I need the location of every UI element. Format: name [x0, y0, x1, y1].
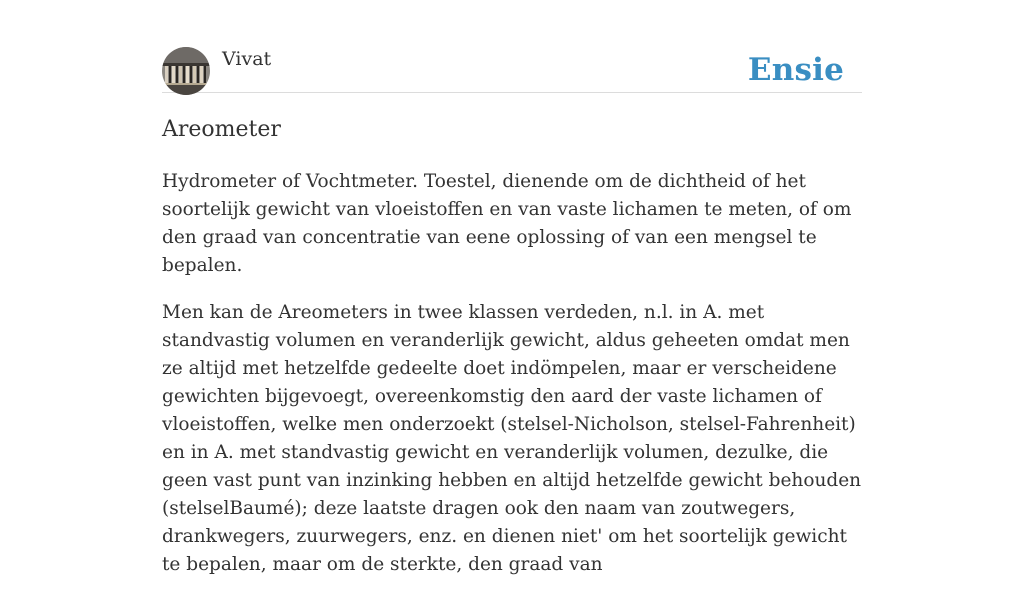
article-paragraph: Hydrometer of Vochtmeter. Toestel, dienende om de dichtheid of het soortelijk gewicht van vloeistoffen en van vaste lichamen te meten, of om den graad van concentratie van eene oplossing of van een mengsel te bepalen. — [162, 171, 852, 276]
author-name[interactable]: Vivat — [222, 48, 272, 70]
article-header — [162, 46, 862, 93]
article-title: Areometer — [162, 117, 281, 142]
ensie-logo[interactable]: Ensie — [747, 52, 844, 88]
article-body — [162, 168, 862, 598]
author-avatar[interactable] — [162, 47, 210, 95]
article-paragraph: Men kan de Areometers in twee klassen verdeden, n.l. in A. met standvastig volumen en veranderlijk gewicht, aldus geheeten omdat men ze altijd met hetzelfde gedeelte doet indömpelen, maar er verscheidene gewichten bijgevoegt, overeenkomstig den aard der vaste lichamen of vloeistoffen, welke men onderzoekt (stelsel-Nicholson, stelsel-Fahrenheit) en in A. met standvastig gewicht en veranderlijk volumen, dezulke, die geen vast punt van inzinking hebben en altijd hetzelfde gewicht behouden (stelselBaumé); deze laatste dragen ook den naam van zoutwegers, drankwegers, zuurwegers, enz. en dienen niet' om het soortelijk gewicht te bepalen, maar om de sterkte, den graad van — [162, 302, 862, 575]
books-avatar-icon — [162, 47, 210, 95]
